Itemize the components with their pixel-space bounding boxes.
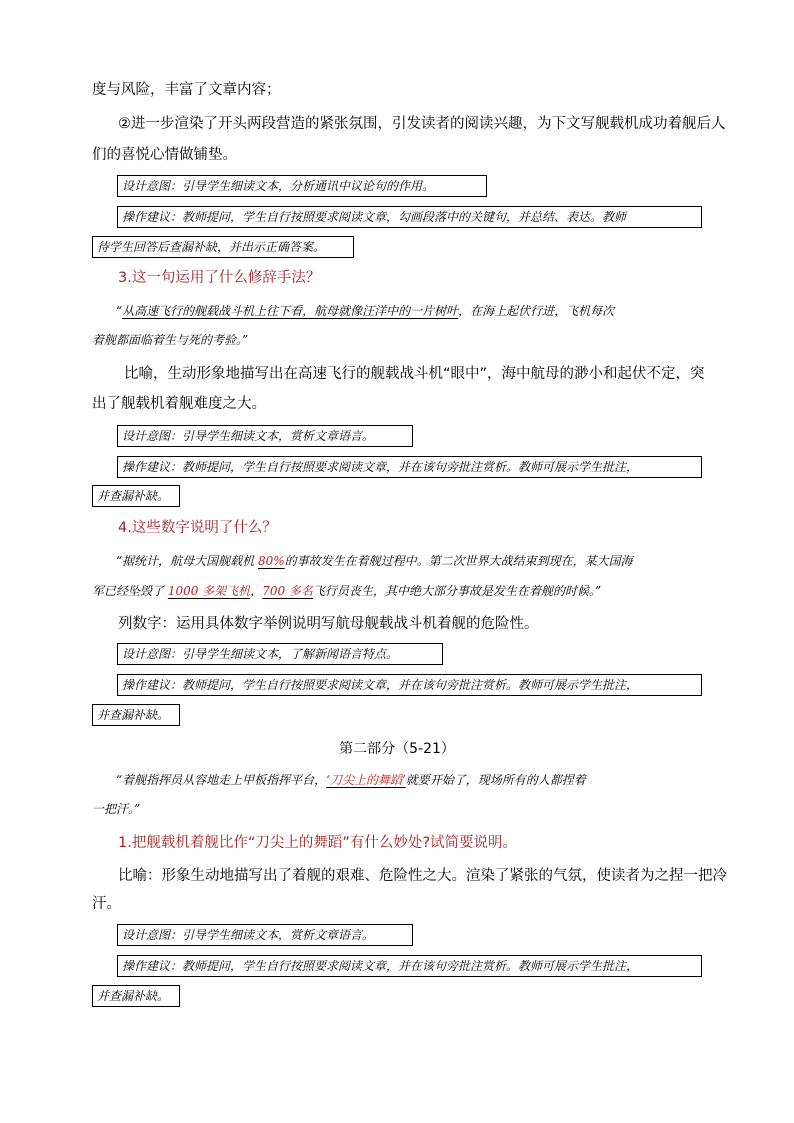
paragraph-line: ②进一步渲染了开头两段营造的紧张氛围，引发读者的阅读兴趣，为下文写舰载机成功着舰后人 (118, 116, 726, 132)
operation-advice-box-cont: 待学生回答后查漏补缺，并出示正确答案。 (92, 236, 354, 258)
section-heading: 第二部分（5-21） (339, 741, 455, 757)
quote-line: 着舰都面临着生与死的考验。” (92, 333, 249, 347)
quote-line: “从高速飞行的舰载战斗机上往下看，航母就像汪洋中的一片树叶，在海上起伏行进，飞机每次 (116, 304, 615, 318)
operation-advice-box: 操作建议：教师提问，学生自行按照要求阅读文章，并在该句旁批注赏析。教师可展示学生批注， (117, 674, 702, 696)
highlighted-phrase: ‘刀尖上的舞蹈’ (326, 773, 406, 787)
design-intent-box: 设计意图：引导学生细读文本，分析通讯中议论句的作用。 (117, 175, 487, 197)
paragraph-line: 度与风险，丰富了文章内容； (92, 82, 281, 98)
design-intent-box: 设计意图：引导学生细读文本，了解新闻语言特点。 (117, 643, 443, 665)
answer-line: 比喻：形象生动地描写出了着舰的艰难、危险性之大。渲染了紧张的气氛，使读者为之捏一把冷 (118, 868, 727, 884)
operation-advice-box-cont: 并查漏补缺。 (92, 704, 180, 726)
quote-line: “着舰指挥员从容地走上甲板指挥平台，‘刀尖上的舞蹈’就要开始了，现场所有的人都捏着 (116, 773, 586, 787)
operation-advice-box: 操作建议：教师提问，学生自行按照要求阅读文章，勾画段落中的关键句，并总结、表达。教师 (117, 206, 702, 228)
underlined-quote: 从高速飞行的舰载战斗机上往下看，航母就像汪洋中的一片树叶 (122, 304, 459, 318)
design-intent-box: 设计意图：引导学生细读文本，赏析文章语言。 (117, 425, 413, 447)
quote-line: 一把汗。” (92, 802, 141, 816)
paragraph-line: 们的喜悦心情做铺垫。 (92, 147, 237, 163)
operation-advice-box-cont: 并查漏补缺。 (92, 985, 180, 1007)
answer-line: 出了舰载机着舰难度之大。 (92, 396, 266, 412)
operation-advice-box-cont: 并查漏补缺。 (92, 485, 180, 507)
question-title: 3.这一句运用了什么修辞手法？ (118, 270, 321, 286)
answer-line: 比喻，生动形象地描写出在高速飞行的舰载战斗机“眼中”，海中航母的渺小和起伏不定，突 (124, 366, 705, 382)
quote-line: 军已经坠毁了 1000 多架飞机，700 多名飞行员丧生，其中绝大部分事故是发生在着舰的时候。” (92, 584, 602, 598)
question-title: 4.这些数字说明了什么？ (118, 520, 277, 536)
answer-line: 汗。 (92, 896, 121, 912)
quote-line: “据统计，航母大国舰载机 80%的事故发生在着舰过程中。第二次世界大战结束到现在，某大国海 (116, 554, 633, 568)
question-title: 1.把舰载机着舰比作“刀尖上的舞蹈”有什么妙处?试简要说明。 (118, 835, 518, 851)
design-intent-box: 设计意图：引导学生细读文本，赏析文章语言。 (117, 924, 413, 946)
highlighted-number: 80% (257, 554, 285, 568)
operation-advice-box: 操作建议：教师提问，学生自行按照要求阅读文章，并在该句旁批注赏析。教师可展示学生批注， (117, 456, 702, 478)
operation-advice-box: 操作建议：教师提问，学生自行按照要求阅读文章，并在该句旁批注赏析。教师可展示学生批注， (117, 955, 702, 977)
highlighted-number: 700 多名 (262, 584, 313, 598)
answer-line: 列数字：运用具体数字举例说明写航母舰载战斗机着舰的危险性。 (118, 616, 539, 632)
highlighted-number: 1000 多架飞机 (167, 584, 251, 598)
